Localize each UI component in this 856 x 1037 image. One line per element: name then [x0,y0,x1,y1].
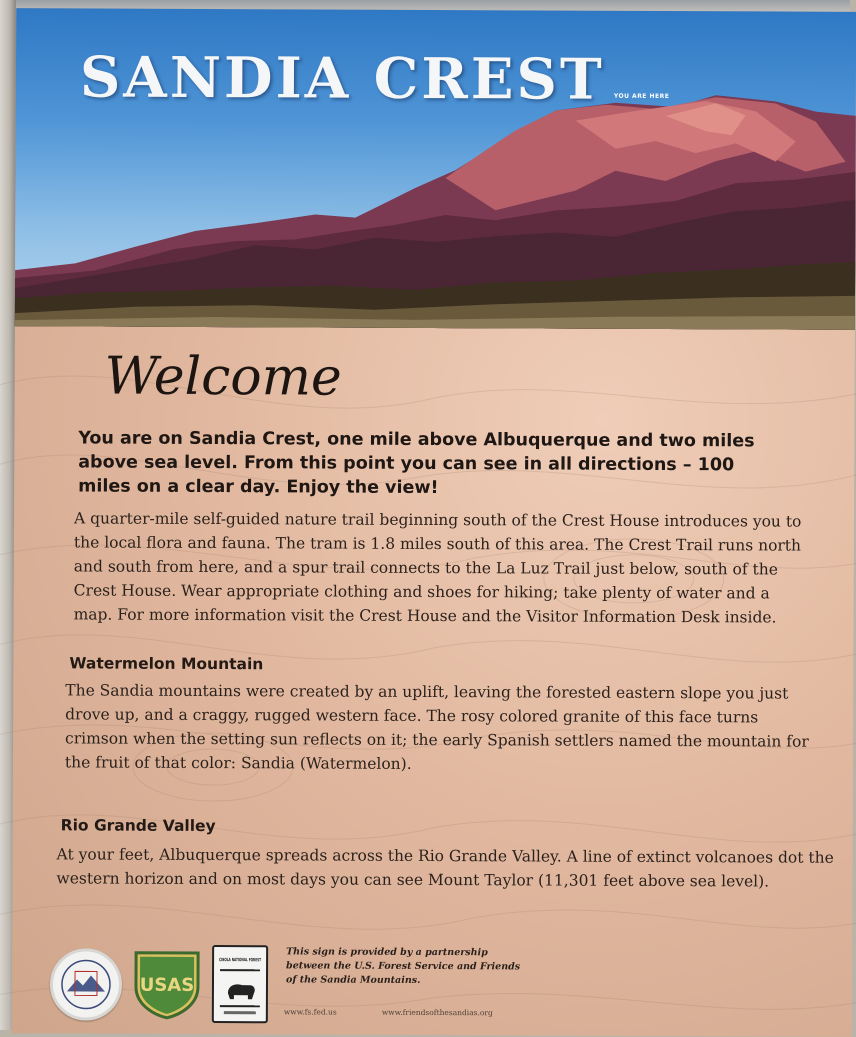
lead-paragraph: You are on Sandia Crest, one mile above Albuquerque and two miles above sea level. From this point you can see in all directions – 100 miles on a clear day. Enjoy the view! [78,428,755,499]
us-forest-service-shield-icon [132,947,202,1019]
welcome-heading: Welcome [104,346,342,408]
cibola-logo-text: CIBOLA NATIONAL FOREST [219,958,287,964]
sign-title: SANDIA CREST [79,44,605,113]
partnership-credit: This sign is provided by a partnership between the U.S. Forest Service and Friends of the Sandia Mountains. [285,946,521,986]
section-heading-rio-grande-valley: Rio Grande Valley [60,816,216,836]
shield-text: USAS [139,974,195,996]
you-are-here-label: YOU ARE HERE [613,92,670,101]
interpretive-sign [12,8,856,1037]
forest-service-url: www.fs.fed.us [283,1007,337,1017]
friends-url: www.friendsofthesandias.org [381,1007,493,1018]
section-heading-watermelon-mountain: Watermelon Mountain [69,654,264,674]
intro-paragraph: A quarter-mile self-guided nature trail beginning south of the Crest House introduces you to the local flora and fauna. The tram is 1.8 miles south of this area. The Crest Trail runs north and south from here, and a spur trail connects to the La Luz Trail just below, south of the Crest House. Wear appropriate clothing and shoes for hiking; take plenty of water and a map. For more information visit the Crest House and the Visitor Information Desk inside. [73,509,802,627]
cibola-national-forest-logo [212,945,287,1023]
friends-of-the-sandias-seal [50,948,122,1020]
section-text-rio-grande-valley: At your feet, Albuquerque spreads across the Rio Grande Valley. A line of extinct volcanoes dot the western horizon and on most days you can see Mount Taylor (11,301 feet above sea level). [56,845,834,891]
section-text-watermelon-mountain: The Sandia mountains were created by an uplift, leaving the forested eastern slope you just drove up, and a craggy, rugged western face. The rosy colored granite of this face turns crimson when the setting sun reflects on it; the early Spanish settlers named the mountain for the fruit of that color: Sandia (Watermelon). [64,681,809,773]
